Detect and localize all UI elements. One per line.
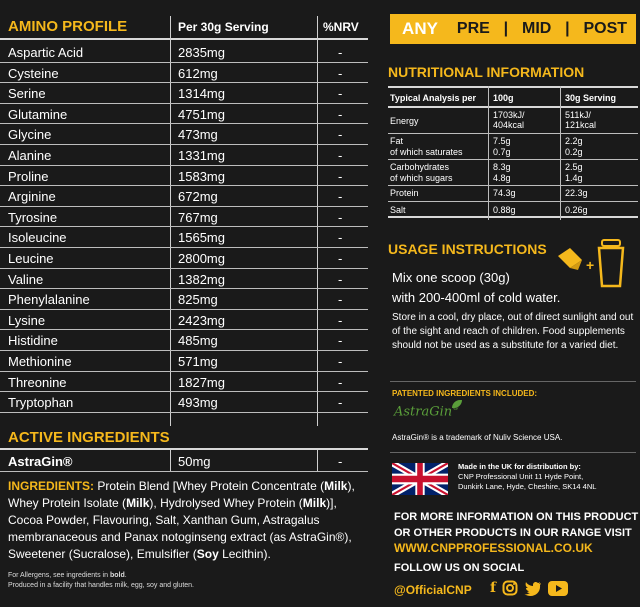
divider xyxy=(390,381,636,382)
ingredients-label: INGREDIENTS: xyxy=(8,479,95,493)
trademark-note: AstraGin® is a trademark of Nuliv Science USA. xyxy=(392,433,563,442)
astragin-logo-text: AstraGin xyxy=(394,404,453,420)
amino-row xyxy=(0,83,368,104)
amino-value: 2835mg xyxy=(178,45,225,60)
amino-nrv: - xyxy=(338,374,343,390)
amino-value: 473mg xyxy=(178,127,218,143)
timing-separator: | xyxy=(565,20,570,37)
divider xyxy=(390,452,636,453)
plus-sign: + xyxy=(586,257,595,273)
follow-heading: FOLLOW US ON SOCIAL xyxy=(394,562,525,574)
more-info-line-1: FOR MORE INFORMATION ON THIS PRODUCT xyxy=(394,511,639,523)
amino-nrv: - xyxy=(338,127,343,143)
nutrition-title: NUTRITIONAL INFORMATION xyxy=(388,64,585,80)
amino-row xyxy=(0,372,368,393)
youtube-icon[interactable] xyxy=(548,581,568,596)
more-info-line-2: OR OTHER PRODUCTS IN OUR RANGE VISIT xyxy=(394,527,632,539)
ingredients-part: ), Hydrolysed Whey Protein ( xyxy=(149,496,303,510)
nutrition-value: 4.8g xyxy=(493,173,511,183)
website-link[interactable]: WWW.CNPPROFESSIONAL.CO.UK xyxy=(394,541,593,555)
amino-nrv: - xyxy=(338,65,343,81)
amino-value: 1314mg xyxy=(178,86,225,102)
nutrition-row-salt xyxy=(388,202,638,218)
amino-row xyxy=(0,289,368,310)
amino-value: 571mg xyxy=(178,353,218,369)
nutrition-label: Energy xyxy=(390,116,419,126)
allergen-soy: Soy xyxy=(196,547,219,561)
amino-value: 493mg xyxy=(178,395,218,411)
facebook-icon[interactable]: f xyxy=(490,580,497,596)
nutrition-value: 1.4g xyxy=(565,173,583,183)
nutrition-label: Carbohydrates xyxy=(390,162,450,172)
nutrition-row-carbs xyxy=(388,160,638,186)
amino-nrv: - xyxy=(338,106,343,122)
amino-row xyxy=(0,310,368,331)
usage-line-1: Mix one scoop (30g) xyxy=(392,270,510,285)
allergen-note-bold: bold xyxy=(109,572,125,579)
amino-nrv: - xyxy=(338,209,343,225)
astragin-logo xyxy=(394,404,459,419)
amino-name: Histidine xyxy=(8,333,58,349)
amino-row xyxy=(0,248,368,269)
amino-value: 4751mg xyxy=(178,106,225,122)
timing-options xyxy=(450,16,634,42)
nutrition-value: 8.3g xyxy=(493,162,511,172)
amino-name: Tyrosine xyxy=(8,209,58,225)
amino-row xyxy=(0,207,368,228)
amino-row xyxy=(0,186,368,207)
amino-value: 612mg xyxy=(178,65,218,81)
nutrition-header xyxy=(388,86,638,108)
amino-nrv: - xyxy=(338,333,343,349)
amino-value: 1583mg xyxy=(178,168,225,184)
amino-name: Valine xyxy=(8,271,44,287)
active-ingredient-value: 50mg xyxy=(178,454,211,469)
amino-row xyxy=(0,145,368,166)
amino-nrv: - xyxy=(338,230,343,246)
storage-text: Store in a cool, dry place, out of direct sunlight and out of the sight and reach of children. Food supplements should not be used as a substitute for a varied diet. xyxy=(392,312,634,351)
nutrition-header-analysis: Typical Analysis per xyxy=(390,93,477,103)
instagram-icon[interactable] xyxy=(502,580,518,596)
nrv-column-header: %NRV xyxy=(323,20,359,34)
nutrition-value: 0.7g xyxy=(493,147,511,157)
ingredients-part: )], Cocoa Powder, Flavouring, Salt, Xanthan Gum, Astragalus membranaceous and Panax notoginseng extract (as AstraGin®), Sweetener (Sucralose), Emulsifier ( xyxy=(8,496,352,561)
ingredients-part: Lecithin). xyxy=(218,547,271,561)
nutrition-value: 2.2g xyxy=(565,136,583,146)
ingredients-text xyxy=(8,478,364,563)
amino-name: Phenylalanine xyxy=(8,292,90,308)
amino-name: Cysteine xyxy=(8,65,59,81)
column-divider xyxy=(488,86,489,220)
amino-nrv: - xyxy=(338,250,343,266)
amino-row xyxy=(0,104,368,125)
made-in-uk: Made in the UK for distribution by: xyxy=(458,462,581,471)
amino-name: Methionine xyxy=(8,353,72,369)
amino-value: 2423mg xyxy=(178,312,225,328)
amino-row xyxy=(0,166,368,187)
amino-value: 672mg xyxy=(178,189,218,205)
twitter-icon[interactable] xyxy=(524,581,542,596)
amino-row xyxy=(0,330,368,351)
amino-row xyxy=(0,392,368,413)
amino-nrv: - xyxy=(338,353,343,369)
amino-profile-title: AMINO PROFILE xyxy=(8,18,128,35)
active-ingredients-title: ACTIVE INGREDIENTS xyxy=(8,429,170,446)
amino-nrv: - xyxy=(338,189,343,205)
amino-nrv: - xyxy=(338,312,343,328)
active-ingredient-nrv: - xyxy=(338,454,343,469)
amino-nrv: - xyxy=(338,292,343,308)
amino-row xyxy=(0,42,368,63)
ingredients-part: Protein Blend [Whey Protein Concentrate ( xyxy=(94,479,325,493)
timing-badge xyxy=(390,14,636,44)
column-divider xyxy=(560,86,561,220)
amino-nrv: - xyxy=(338,86,343,102)
amino-row xyxy=(0,269,368,290)
amino-nrv: - xyxy=(338,271,343,287)
amino-name: Isoleucine xyxy=(8,230,67,246)
distribution-info xyxy=(458,462,638,492)
nutrition-table xyxy=(388,86,638,218)
amino-name: Aspartic Acid xyxy=(8,45,84,60)
allergen-milk: Milk xyxy=(126,496,150,510)
nutrition-value: 511kJ/ xyxy=(565,110,591,120)
amino-value: 1382mg xyxy=(178,271,225,287)
usage-line-2: with 200-400ml of cold water. xyxy=(392,290,561,305)
amino-name: Threonine xyxy=(8,374,67,390)
amino-table-body xyxy=(0,42,368,413)
astragin-logo-mark: ® xyxy=(452,404,460,412)
active-ingredient-name: AstraGin® xyxy=(8,454,73,469)
nutrition-value: 2.5g xyxy=(565,162,583,172)
social-handle[interactable]: @OfficialCNP xyxy=(394,583,472,597)
nutrition-value: 74.3g xyxy=(493,188,516,198)
nutrition-value: 121kcal xyxy=(565,120,597,130)
amino-nrv: - xyxy=(338,147,343,163)
facility-note: Produced in a facility that handles milk, egg, soy and gluten. xyxy=(8,582,194,589)
amino-nrv: - xyxy=(338,395,343,411)
patent-title: PATENTED INGREDIENTS INCLUDED: xyxy=(392,389,538,398)
amino-value: 2800mg xyxy=(178,250,225,266)
amino-value: 767mg xyxy=(178,209,218,225)
social-icons xyxy=(490,580,568,596)
amino-name: Lysine xyxy=(8,312,46,328)
amino-name: Alanine xyxy=(8,147,52,163)
amino-name: Serine xyxy=(8,86,46,102)
allergen-milk: Milk xyxy=(324,479,348,493)
amino-name: Proline xyxy=(8,168,49,184)
ingredients-part: ), Whey Protein Isolate ( xyxy=(8,479,355,510)
amino-name: Glycine xyxy=(8,127,52,143)
nutrition-value: 0.2g xyxy=(565,147,583,157)
nutrition-sublabel: of which saturates xyxy=(390,147,463,157)
usage-title: USAGE INSTRUCTIONS xyxy=(388,241,547,257)
serving-column-header: Per 30g Serving xyxy=(178,20,269,34)
amino-value: 1565mg xyxy=(178,230,225,246)
amino-value: 825mg xyxy=(178,292,218,308)
nutrition-label: Fat xyxy=(390,136,404,146)
nutrition-row-energy xyxy=(388,108,638,134)
amino-name: Leucine xyxy=(8,250,54,266)
usage-directions xyxy=(392,268,592,308)
address-line-1: CNP Professional Unit 11 Hyde Point, xyxy=(458,472,584,481)
timing-post: POST xyxy=(583,20,628,37)
uk-flag-icon xyxy=(392,463,448,495)
amino-row xyxy=(0,351,368,372)
timing-any: ANY xyxy=(390,14,450,44)
amino-name: Glutamine xyxy=(8,106,68,122)
nutrition-value: 1703kJ/ xyxy=(493,110,525,120)
nutrition-row-protein xyxy=(388,186,638,202)
amino-value: 1827mg xyxy=(178,374,225,390)
amino-row xyxy=(0,227,368,248)
nutrition-value: 0.26g xyxy=(565,205,588,215)
shaker-cap xyxy=(602,240,620,246)
nutrition-value: 7.5g xyxy=(493,136,511,146)
nutrition-value: 0.88g xyxy=(493,205,516,215)
amino-row xyxy=(0,124,368,145)
info-panel xyxy=(378,0,640,607)
nutrition-header-100g: 100g xyxy=(493,93,514,103)
amino-nrv: - xyxy=(338,168,343,184)
amino-value: 485mg xyxy=(178,333,218,349)
allergen-milk: Milk xyxy=(302,496,327,510)
allergen-note-end: . xyxy=(124,572,127,579)
amino-value: 1331mg xyxy=(178,147,225,163)
timing-separator: | xyxy=(503,20,509,37)
amino-name: Tryptophan xyxy=(8,395,74,411)
amino-nrv: - xyxy=(338,45,343,60)
address-line-2: Dunkirk Lane, Hyde, Cheshire, SK14 4NL xyxy=(458,482,597,491)
amino-table-header xyxy=(0,14,368,40)
active-ingredient-row xyxy=(0,450,368,472)
nutrition-value: 404kcal xyxy=(493,120,525,130)
nutrition-row-fat xyxy=(388,134,638,160)
nutrition-header-30g: 30g Serving xyxy=(565,93,617,103)
shaker-body xyxy=(599,248,623,286)
nutrition-label: Protein xyxy=(390,188,419,198)
more-info xyxy=(394,509,638,541)
amino-name: Arginine xyxy=(8,189,56,205)
nutrition-value: 22.3g xyxy=(565,188,588,198)
nutrition-sublabel: of which sugars xyxy=(390,173,453,183)
timing-mid: MID xyxy=(522,20,552,37)
nutrition-label: Salt xyxy=(390,205,406,215)
timing-pre: PRE xyxy=(456,20,490,37)
allergen-note-text: For Allergens, see ingredients in xyxy=(8,572,110,579)
allergen-note xyxy=(8,572,127,579)
amino-row xyxy=(0,63,368,84)
